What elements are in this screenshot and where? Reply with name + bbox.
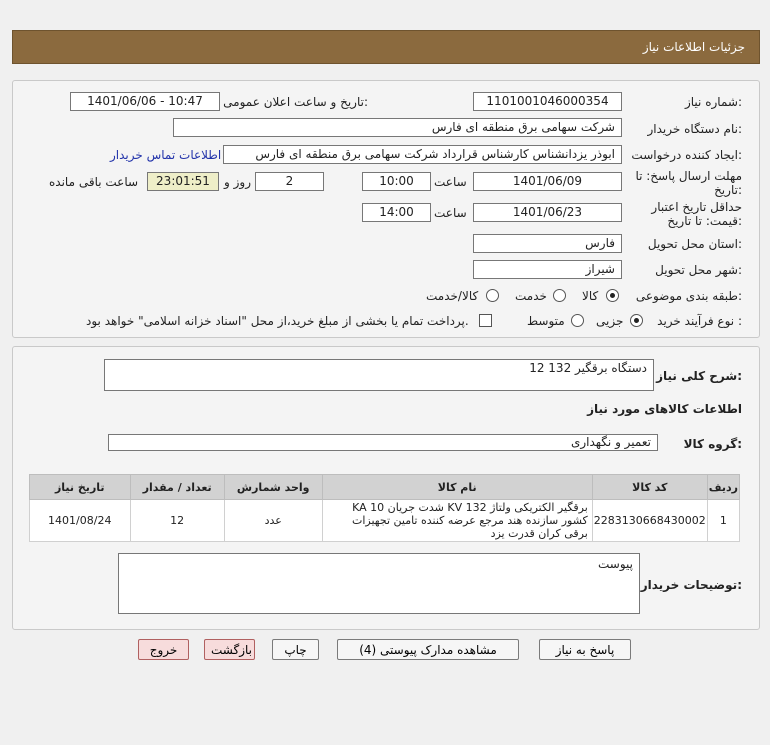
cell-code: 2283130668430002	[592, 500, 707, 542]
process-radio-medium[interactable]	[571, 314, 584, 327]
requester-field: ابوذر یزدانشناس کارشناس قرارداد شرکت سهامی برق منطقه ای فارس	[223, 145, 622, 164]
col-header-qty: تعداد / مقدار	[130, 475, 224, 500]
category-option-goods-service: کالا/خدمت	[426, 289, 479, 303]
need-number-field: 1101001046000354	[473, 92, 622, 111]
col-header-date: تاریخ نیاز	[30, 475, 131, 500]
treasury-payment-checkbox[interactable]	[479, 314, 492, 327]
announce-datetime-field: 1401/06/06 - 10:47	[70, 92, 220, 111]
cell-row: 1	[707, 500, 739, 542]
process-option-minor: جزیی	[596, 314, 624, 328]
need-summary-label: شرح کلی نیاز:	[656, 369, 742, 383]
cell-name: برقگیر الکتریکی ولتاژ KV 132 شدت جریان KA 10 کشور سازنده هند مرجع عرضه کننده تامین تجهیزات برقی کران قدرت یزد	[322, 500, 592, 542]
remaining-time-label: ساعت باقی مانده	[49, 175, 139, 189]
days-label: روز و	[224, 175, 251, 189]
province-field: فارس	[473, 234, 622, 253]
need-summary-field: 12 دستگاه برقگیر 132	[104, 359, 654, 391]
requester-label: ایجاد کننده درخواست:	[631, 148, 742, 162]
remaining-time-field: 23:01:51	[147, 172, 219, 191]
view-attachments-button[interactable]: مشاهده مدارک پیوستی (4)	[337, 639, 519, 660]
validity-time-label: ساعت	[434, 206, 467, 220]
category-option-service: خدمت	[515, 289, 547, 303]
buyer-org-label: نام دستگاه خریدار:	[647, 122, 742, 136]
deadline-time-label: ساعت	[434, 175, 467, 189]
cell-qty: 12	[130, 500, 224, 542]
category-radio-goods-service[interactable]	[486, 289, 499, 302]
process-type-label: نوع فرآیند خرید :	[657, 314, 742, 328]
validity-time-field: 14:00	[362, 203, 431, 222]
announce-datetime-label: تاریخ و ساعت اعلان عمومی:	[223, 95, 368, 109]
deadline-date-field: 1401/06/09	[473, 172, 622, 191]
col-header-name: نام کالا	[322, 475, 592, 500]
process-radio-minor[interactable]	[630, 314, 643, 327]
goods-info-title: اطلاعات کالاهای مورد نیاز	[587, 402, 742, 416]
deadline-label-1: مهلت ارسال پاسخ: تا	[635, 169, 742, 183]
treasury-payment-note: پرداخت تمام یا بخشی از مبلغ خرید،از محل "اسناد خزانه اسلامی" خواهد بود.	[86, 314, 469, 328]
process-option-medium: متوسط	[527, 314, 565, 328]
cell-unit: عدد	[224, 500, 322, 542]
back-button[interactable]: بازگشت	[204, 639, 255, 660]
print-button[interactable]: چاپ	[272, 639, 319, 660]
col-header-unit: واحد شمارش	[224, 475, 322, 500]
category-option-goods: کالا	[582, 289, 599, 303]
goods-table	[29, 474, 740, 542]
deadline-label-2: تاریخ:	[714, 183, 742, 197]
validity-date-field: 1401/06/23	[473, 203, 622, 222]
goods-group-field: تعمیر و نگهداری	[108, 434, 658, 451]
reply-button[interactable]: پاسخ به نیاز	[539, 639, 631, 660]
cell-date: 1401/08/24	[30, 500, 131, 542]
buyer-notes-label: توضیحات خریدار:	[640, 578, 742, 592]
page-title: جزئیات اطلاعات نیاز	[642, 40, 745, 54]
days-remaining-field: 2	[255, 172, 324, 191]
exit-button[interactable]: خروج	[138, 639, 189, 660]
city-field: شیراز	[473, 260, 622, 279]
col-header-row: ردیف	[707, 475, 739, 500]
goods-group-label: گروه کالا:	[683, 437, 742, 451]
category-radio-goods[interactable]	[606, 289, 619, 302]
buyer-contact-link[interactable]: اطلاعات تماس خریدار	[110, 148, 222, 162]
category-label: طبقه بندی موضوعی:	[635, 289, 742, 303]
province-label: استان محل تحویل:	[647, 237, 742, 251]
buyer-notes-field: پیوست	[118, 553, 640, 614]
validity-label-2: قیمت: تا تاریخ:	[667, 214, 742, 228]
city-label: شهر محل تحویل:	[655, 263, 742, 277]
deadline-time-field: 10:00	[362, 172, 431, 191]
page-header	[12, 30, 760, 64]
validity-label-1: حداقل تاریخ اعتبار	[651, 200, 742, 214]
category-radio-service[interactable]	[553, 289, 566, 302]
table-row	[30, 500, 740, 542]
need-number-label: شماره نیاز:	[684, 95, 742, 109]
buyer-org-field: شرکت سهامی برق منطقه ای فارس	[173, 118, 622, 137]
col-header-code: کد کالا	[592, 475, 707, 500]
